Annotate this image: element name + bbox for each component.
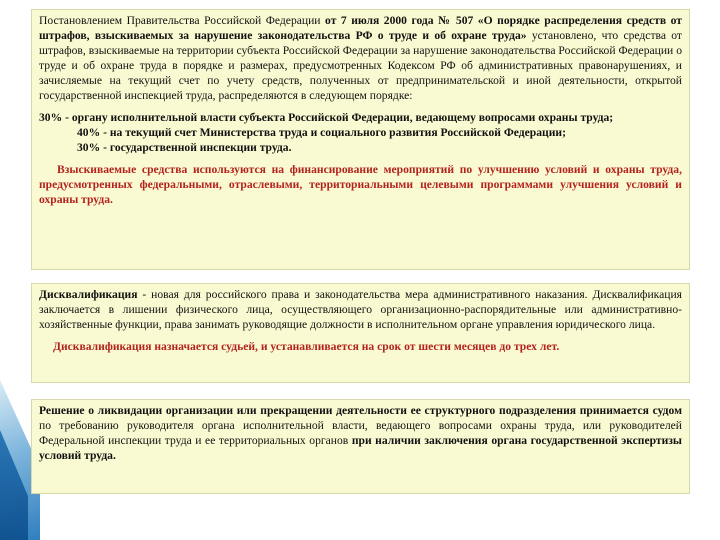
liquidation-text: по требованию руководителя органа исполнительной власти, ведающего вопросами охраны труда, или руководителей Федеральной инспекции труда и ее территориальных органов	[39, 419, 682, 447]
liquidation-condition: при наличии заключения органа государственной экспертизы условий труда.	[39, 434, 682, 462]
liquidation-paragraph	[39, 403, 682, 463]
disqualification-note: Дисквалификация назначается судьей, и устанавливается на срок от шести месяцев до трех лет.	[53, 340, 560, 353]
decree-text: установлено, что средства от штрафов, взыскиваемые на территории субъекта Российской Федерации за нарушение законодательства Российской Федерации о труде и об охране труда в порядке и размерах, предусмотренных Кодексом РФ об административных правонарушениях, и зачисляемые на текущий счет по учету средств, полученных от предпринимательской и иной деятельности, открытой государственной инспекцией труда, распределяются в следующем порядке:	[39, 29, 682, 102]
funds-usage-note: Взыскиваемые средства используются на финансирование мероприятий по улучшению условий и охраны труда, предусмотренных федеральными, отраслевыми, территориальными целевыми программами улучшения условий и охраны труда.	[39, 163, 682, 206]
decree-title: от 7 июля 2000 года № 507 «О порядке распределения средств от штрафов, взыскиваемых за нарушение законодательства РФ о труде и об охране труда»	[39, 14, 682, 42]
distribution-item-2: 40% - на текущий счет Министерства труда и социального развития Российской Федерации;	[77, 126, 566, 139]
distribution-item-3: 30% - государственной инспекции труда.	[77, 141, 292, 154]
liquidation-lead: Решение о ликвидации организации или прекращении деятельности ее структурного подразделения принимается судом	[39, 404, 682, 417]
fines-distribution-block	[31, 9, 690, 270]
disqualification-definition	[39, 287, 682, 332]
decree-paragraph	[39, 13, 682, 103]
disqualification-block	[31, 283, 690, 383]
distribution-item-1: 30% - органу исполнительной власти субъекта Российской Федерации, ведающему вопросами охраны труда;	[39, 111, 614, 124]
liquidation-block	[31, 399, 690, 494]
decree-intro: Постановлением Правительства Российской Федерации	[39, 14, 326, 27]
disqualification-text: - новая для российского права и законодательства мера административного наказания. Дисквалификация заключается в лишении физического лица, осуществляющего организационно-распорядительные или административно-хозяйственные функции, права занимать руководящие должности в исполнительном органе управления юридического лица.	[39, 288, 682, 331]
disqualification-term: Дисквалификация	[39, 288, 138, 301]
